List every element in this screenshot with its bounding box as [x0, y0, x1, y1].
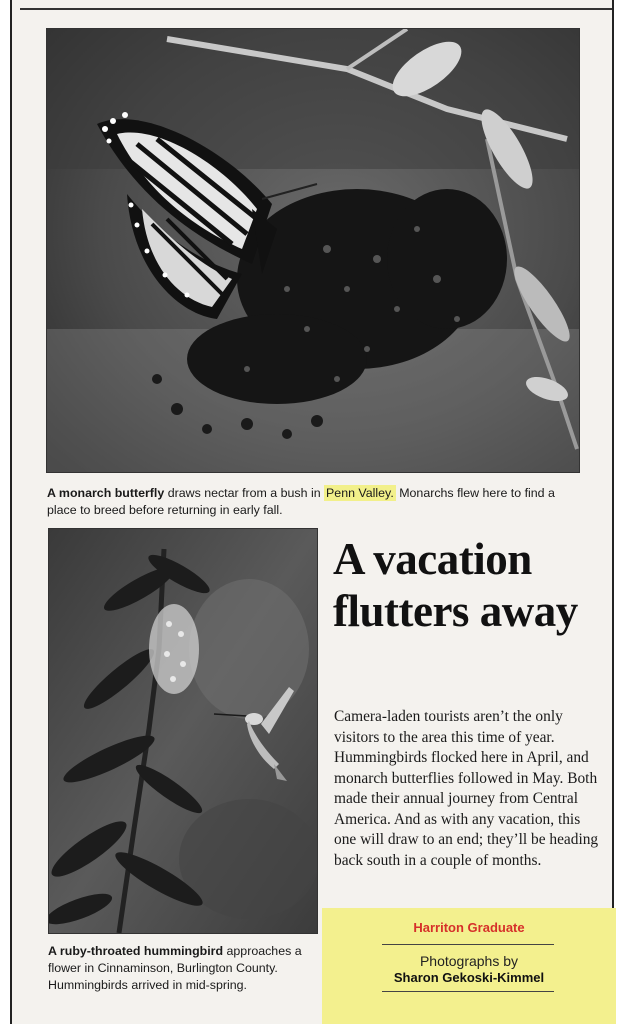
credit-rule-top	[382, 944, 554, 945]
credit-photographer-name: Sharon Gekoski-Kimmel	[393, 970, 545, 985]
hummingbird-photo	[48, 528, 318, 934]
harriton-graduate-label: Harriton Graduate	[413, 920, 525, 935]
monarch-butterfly-caption	[47, 485, 587, 519]
caption-bold-lead: A ruby-throated hummingbird	[48, 944, 224, 958]
highlighted-location: Penn Valley.	[326, 486, 394, 500]
monarch-butterfly-image	[47, 29, 579, 472]
hummingbird-caption	[48, 943, 318, 994]
caption-text-after: Monarchs flew here to find a place to breed before returning in early fall.	[47, 486, 555, 517]
top-rule	[20, 8, 612, 10]
hummingbird-image	[49, 529, 317, 933]
caption-bold-lead: A monarch butterfly	[47, 486, 165, 500]
headline-line-1: A vacation	[333, 534, 532, 584]
credit-rule-bottom	[382, 991, 554, 992]
article-body: Camera-laden tourists aren’t the only visitors to the area this time of year. Hummingbirds flocked here in April, and monarch butterflies followed in May. Both made their annual journey from Central America. And as with any vacation, this one will draw to an end; they’ll be heading back south in a couple of months.	[334, 708, 599, 869]
headline-line-2: flutters away	[333, 586, 578, 636]
caption-text-before: draws nectar from a bush in	[164, 486, 325, 500]
credit-line-photographs-by: Photographs by	[419, 953, 519, 969]
headline	[333, 533, 608, 637]
monarch-butterfly-photo	[46, 28, 580, 473]
photo-credit-box	[322, 908, 616, 1024]
caption-text: approaches a flower in Cinnaminson, Burlington County. Hummingbirds arrived in mid-spring.	[48, 944, 302, 992]
